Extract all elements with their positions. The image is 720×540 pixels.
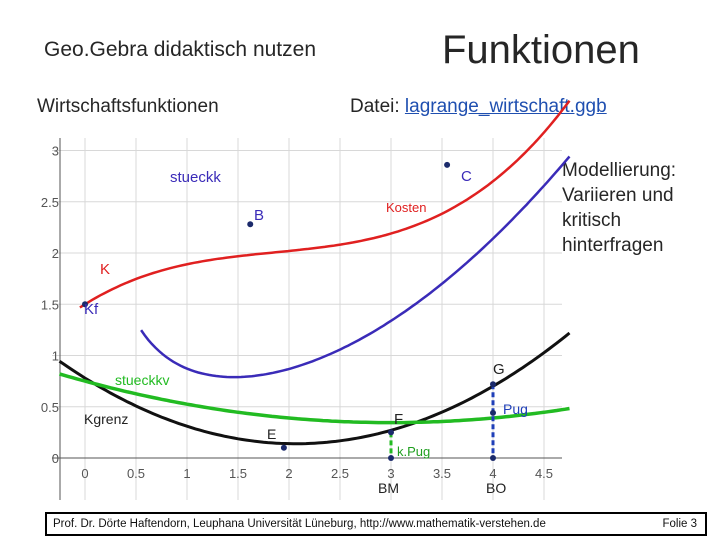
point-bo [490,455,496,461]
file-label: Datei: [350,96,400,117]
x-tick-label: 4 [489,466,497,481]
x-tick-label: 0 [81,466,89,481]
curve-labels [84,168,528,496]
label-k: K [100,261,111,278]
label-bm: BM [378,480,399,496]
y-tick-label: 1 [51,348,59,364]
y-tick-label: 1.5 [40,297,59,313]
file-line [350,96,607,118]
slide-number: Folie 3 [662,518,697,530]
x-tick-label: 3 [387,466,395,481]
x-tick-label: 2 [285,466,293,481]
unit-cost-curve [141,157,569,378]
label-f: F [394,411,404,428]
notes-box [562,158,712,258]
notes-line: Modellierung: [562,160,677,181]
y-tick-label: 2 [51,246,59,261]
point-bm [388,455,394,461]
label-stueckk: stueckk [170,169,221,186]
label-g: G [493,361,505,378]
point-f [388,429,394,435]
notes-line: Variieren und [562,185,674,206]
point-g [490,381,496,387]
y-tick-label: 0.5 [40,399,59,415]
header-left-title: Geo.Gebra didaktisch nutzen [44,38,316,61]
point-c [444,162,450,168]
label-bo: BO [486,480,507,496]
x-tick-label: 0.5 [126,466,146,481]
x-tick-label: 2.5 [330,466,350,481]
x-tick-label: 1 [183,466,191,481]
notes-line: hinterfragen [562,235,664,256]
point-b [247,221,253,227]
label-c: C [461,168,472,185]
label-kosten: Kosten [386,200,427,215]
label-b: B [254,207,265,224]
x-tick-label: 3.5 [432,466,452,481]
point-pug [490,410,496,416]
cost-curve [80,101,570,308]
y-tick-label: 2.5 [40,194,59,210]
y-tick-label: 0 [51,451,59,466]
file-link[interactable]: lagrange_wirtschaft.ggb [404,96,607,117]
x-tick-label: 4.5 [534,466,554,481]
footer [45,512,707,536]
main-title: Funktionen [442,28,640,72]
function-graph[interactable] [40,138,562,500]
y-tick-label: 3 [51,143,59,159]
label-stueckkv: stueckkv [115,372,170,388]
label-kf: Kf [84,301,99,318]
notes-line: kritisch [562,210,622,231]
footer-text: Prof. Dr. Dörte Haftendorn, Leuphana Universität Lüneburg, http://www.mathematik-verstehen.de [53,518,546,530]
label-kpug: k.Pug [397,444,431,459]
label-pug: Pug [503,401,528,417]
subtitle: Wirtschaftsfunktionen [37,96,219,117]
grid-lines [52,138,562,500]
x-tick-label: 1.5 [228,466,248,481]
label-e: E [267,426,277,442]
point-e [281,445,287,451]
label-kgrenz: Kgrenz [84,411,129,427]
